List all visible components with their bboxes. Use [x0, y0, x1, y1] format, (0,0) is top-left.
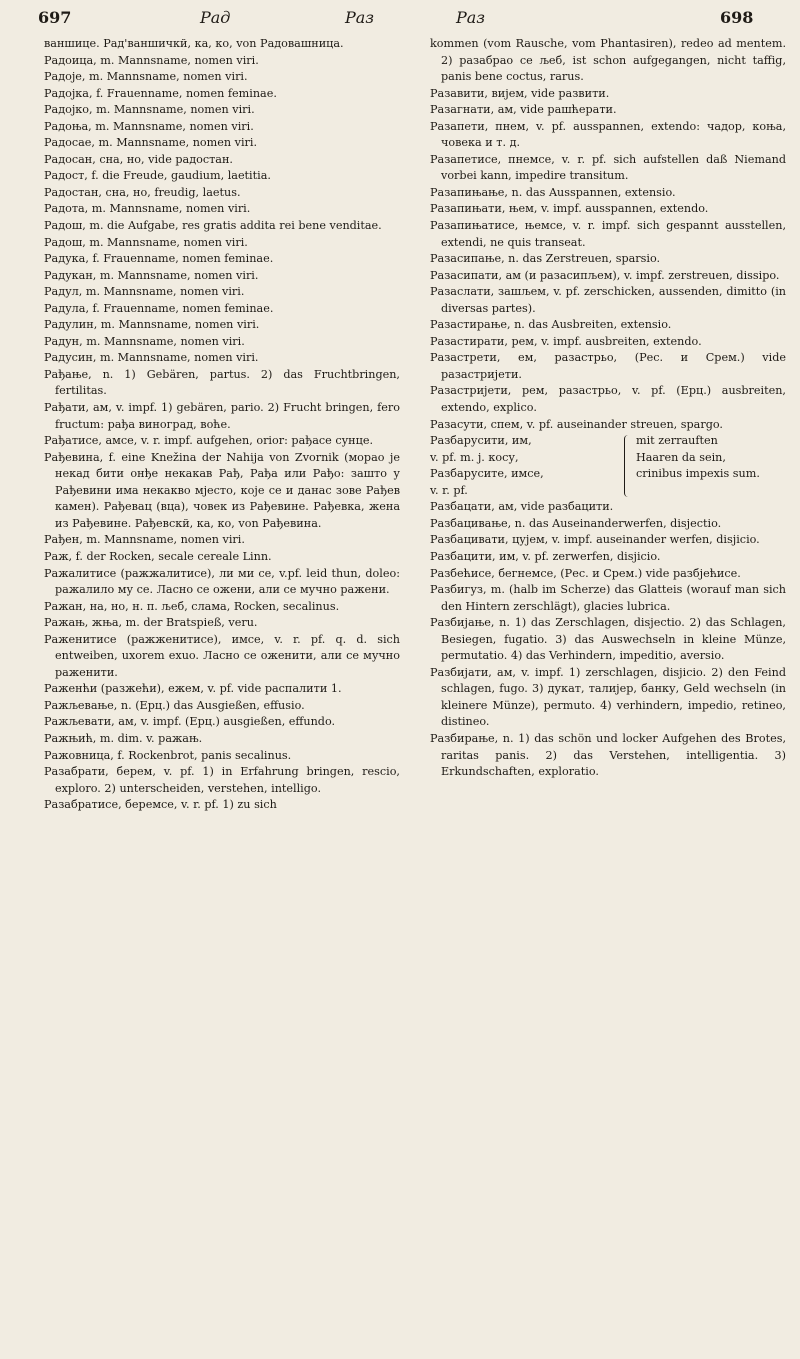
dictionary-entry: Разбацати, ам, vide разбацити. — [430, 500, 614, 514]
right-column — [430, 36, 786, 781]
dictionary-entry: Разаслати, зашљем, v. pf. zerschicken, aussenden, dimitto (in diversas partes). — [430, 285, 786, 315]
dictionary-entry: Разапети, пнем, v. pf. ausspannen, extendo: чадор, коња, човека и т. д. — [430, 119, 786, 150]
brace-gloss-line: mit zerrauften — [636, 434, 718, 448]
dictionary-entry: Ражалитисе (ражжалитисе), ли ми се, v.pf. leid thun, doleo: ражалило му се. Ласно се ожени, али се мучно ражени. — [44, 566, 400, 597]
curly-brace — [624, 435, 633, 497]
brace-line: v. r. pf. — [430, 483, 468, 497]
dictionary-entry: Радост, f. die Freude, gaudium, laetitia. — [44, 169, 271, 183]
brace-gloss — [636, 433, 786, 499]
dictionary-entry: Разавити, вијем, vide развити. — [430, 86, 610, 100]
dictionary-entry: Радусин, m. Mannsname, nomen viri. — [44, 351, 259, 365]
dictionary-entry: Разбијање, n. 1) das Zerschlagen, disjectio. 2) das Schlagen, Besiegen, fugatio. 3) das Auswechseln in kleine Münze, permutatio. 4) das Verhindern, impeditio, aversio. — [430, 616, 786, 663]
dictionary-entry: Разастирање, n. das Ausbreiten, extensio. — [430, 318, 672, 332]
dictionary-entry: Радула, f. Frauenname, nomen feminae. — [44, 301, 274, 315]
dictionary-entry: Радош, m. die Aufgabe, res gratis addita rei bene venditae. — [44, 219, 382, 233]
dictionary-entry: Радостан, сна, но, freudig, laetus. — [44, 185, 241, 199]
dictionary-entry: ваншице. Рад'ваншичкй, ка, ко, von Радовашница. — [44, 37, 344, 50]
dictionary-entry: Разасипати, ам (и разасипљем), v. impf. zerstreuen, dissipo. — [430, 268, 780, 282]
dictionary-entry: Ражањ, жња, m. der Bratspieß, veru. — [44, 616, 258, 630]
dictionary-entry: Разасути, спем, v. pf. auseinander streuen, spargo. — [430, 417, 723, 431]
dictionary-entry: Разбигуз, m. (halb im Scherze) das Glatteis (worauf man sich den Hintern zerschlägt), glacies lubrica. — [430, 583, 786, 613]
dictionary-entry: Разбацити, им, v. pf. zerwerfen, disjicio. — [430, 549, 661, 563]
dictionary-entry: Рађати, ам, v. impf. 1) gebären, pario. 2) Frucht bringen, fero fructum: рађа виноград, воће. — [44, 401, 400, 431]
left-column — [44, 36, 400, 814]
dictionary-entry: Раженитисе (ражженитисе), имсе, v. r. pf. q. d. sich entweiben, uxorem exuo. Ласно се оженити, али се мучно раженити. — [44, 632, 400, 679]
dictionary-entry: Радул, m. Mannsname, nomen viri. — [44, 285, 245, 299]
dictionary-entry: Радосае, m. Mannsname, nomen viri. — [44, 136, 258, 150]
dictionary-entry: Ражљевање, n. (Ерц.) das Ausgießen, effusio. — [44, 698, 305, 712]
dictionary-entry: Радош, m. Mannsname, nomen viri. — [44, 235, 248, 249]
dictionary-entry: Радосан, сна, но, vide радостан. — [44, 152, 233, 166]
dictionary-entry: Радука, f. Frauenname, nomen feminae. — [44, 252, 274, 266]
brace-line: Разбарусити, им, — [430, 434, 532, 448]
left-running-head-2: Раз — [345, 8, 375, 27]
right-column-top — [430, 36, 786, 433]
dictionary-entry: Радота, m. Mannsname, nomen viri. — [44, 202, 251, 216]
right-running-head: Раз — [456, 8, 486, 27]
dictionary-entry: Разбирање, n. 1) das schön und locker Aufgehen des Brotes, raritas panis. 2) das Verstehen, intelligentia. 3) Erkundschaften, exploratio. — [430, 731, 786, 779]
dictionary-entry: Раж, f. der Rocken, secale cereale Linn. — [44, 549, 272, 563]
dictionary-entry: Разастријети, рем, разастрьо, v. pf. (Ерц.) ausbreiten, extendo, explico. — [430, 384, 786, 415]
brace-headwords — [430, 433, 620, 499]
dictionary-entry: Разбећисе, бегнемсе, (Рес. и Срем.) vide разбјећисе. — [430, 566, 741, 580]
dictionary-entry: Радун, m. Mannsname, nomen viri. — [44, 334, 245, 348]
dictionary-entry: Радоје, m. Mannsname, nomen viri. — [44, 70, 248, 84]
dictionary-entry: Рађање, n. 1) Gebären, partus. 2) das Fruchtbringen, fertilitas. — [44, 367, 400, 398]
dictionary-entry: Разбијати, ам, v. impf. 1) zerschlagen, disjicio. 2) den Feind schlagen, fugo. 3) дукат, талијер, банку, Geld wechseln (in kleinere Münze), permuto. 4) verhindern, impedio, retineo, distineo. — [430, 665, 786, 729]
left-page-number: 697 — [38, 8, 72, 27]
dictionary-entry: Радукан, m. Mannsname, nomen viri. — [44, 268, 259, 282]
dictionary-entry: Разапетисе, пнемсе, v. r. pf. sich aufstellen daß Niemand vorbei kann, impedire transitum. — [430, 152, 786, 183]
dictionary-entry: Разасипање, n. das Zerstreuen, sparsio. — [430, 252, 661, 266]
dictionary-entry: Ражовница, f. Rockenbrot, panis secalinus. — [44, 748, 292, 762]
brace-line: v. pf. m. j. косу, — [430, 450, 519, 464]
dictionary-entry: Радојко, m. Mannsname, nomen viri. — [44, 103, 255, 117]
dictionary-entry: Разагнати, ам, vide рашћерати. — [430, 103, 617, 117]
dictionary-entry: Рађевина, f. eine Knežina der Nahija von Zvornik (морао је некад бити онђе некакав Рађ, Рађа или Рађо: зашто у Рађевини има некакво мјесто, које се и данас зове Рађев камен). Рађевац (вца), човек из Рађевине. Рађевка, жена из Рађевине. Рађевскй, ка, ко, von Рађевина. — [44, 450, 400, 530]
dictionary-entry: Разастрети, ем, разастрьо, (Рес. и Срем.) vide разастријети. — [430, 351, 786, 381]
dictionary-entry: Разабратисе, беремсе, v. r. pf. 1) zu sich — [44, 798, 277, 812]
brace-gloss-line: Haaren da sein, — [636, 450, 726, 464]
page-header — [0, 8, 800, 32]
brace-gloss-line: crinibus impexis sum. — [636, 467, 760, 481]
dictionary-entry: Ражњић, m. dim. v. ражањ. — [44, 731, 203, 745]
dictionary-entry: Рађен, m. Mannsname, nomen viri. — [44, 533, 245, 547]
dictionary-entry: Радоица, m. Mannsname, nomen viri. — [44, 53, 259, 67]
dictionary-entry: Разапињање, n. das Ausspannen, extensio. — [430, 185, 676, 199]
left-running-head: Рад — [200, 8, 231, 27]
dictionary-entry: Разабрати, берем, v. pf. 1) in Erfahrung bringen, rescio, exploro. 2) unterscheiden, verstehen, intelligo. — [44, 765, 400, 795]
dictionary-entry: kommen (vom Rausche, vom Phantasiren), redeo ad mentem. 2) разабрао се љеб, ist schon aufgegangen, nicht taffig, panis bene coctus, rarus. — [430, 37, 786, 84]
brace-entry — [430, 433, 786, 499]
dictionary-entry: Разастирати, рем, v. impf. ausbreiten, extendo. — [430, 334, 702, 348]
dictionary-entry: Ражљевати, ам, v. impf. (Ерц.) ausgießen, effundo. — [44, 715, 336, 729]
dictionary-entry: Разапињати, њем, v. impf. ausspannen, extendo. — [430, 202, 709, 216]
right-column-tail — [430, 499, 786, 780]
dictionary-entry: Рађатисе, амсе, v. r. impf. aufgehen, orior: рађасе сунце. — [44, 434, 374, 448]
brace-line: Разбарусите, имсе, — [430, 467, 544, 481]
dictionary-entry: Раженћи (разжећи), ежем, v. pf. vide распалити 1. — [44, 682, 342, 696]
dictionary-entry: Радојка, f. Frauenname, nomen feminae. — [44, 86, 277, 100]
dictionary-entry: Ражан, на, но, н. п. љеб, слама, Rocken, secalinus. — [44, 599, 340, 613]
right-page-number: 698 — [720, 8, 754, 27]
dictionary-entry: Разапињатисе, њемсе, v. r. impf. sich gespannt ausstellen, extendi, ne quis transeat. — [430, 219, 786, 249]
dictionary-entry: Разбацивање, n. das Auseinanderwerfen, disjectio. — [430, 516, 722, 530]
dictionary-entry: Радоња, m. Mannsname, nomen viri. — [44, 119, 254, 133]
dictionary-entry: Радулин, m. Mannsname, nomen viri. — [44, 318, 260, 332]
dictionary-entry: Разбацивати, цујем, v. impf. auseinander werfen, disjicio. — [430, 533, 760, 547]
